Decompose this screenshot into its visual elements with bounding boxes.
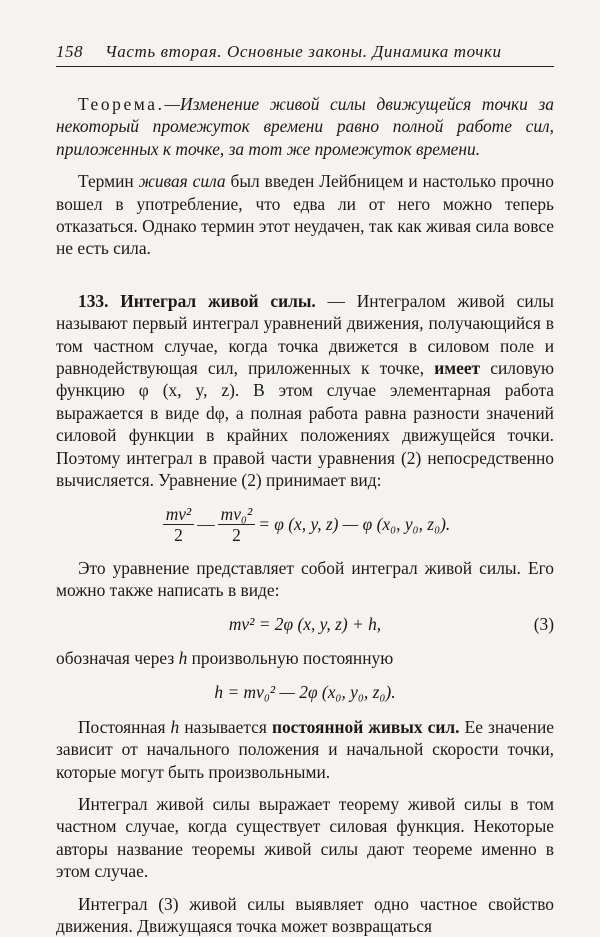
constant-paragraph — [56, 716, 554, 783]
theorem-text: —Изменение живой силы движущейся точки за некоторый промежуток времени равно полной работе сил, приложенных к точке, за тот же промежуток времени. — [56, 94, 554, 159]
theorem-paragraph — [56, 93, 554, 160]
running-title: Часть вторая. Основные законы. Динамика точки — [105, 42, 502, 61]
const-bold: постоянной живых сил. — [271, 716, 460, 737]
equation-number: (3) — [533, 613, 554, 634]
h-symbol: h — [178, 648, 188, 669]
formula-h — [56, 678, 554, 708]
term-italic: живая сила — [138, 171, 226, 192]
formula-3-expression: mv² = 2φ (x, y, z) + h, — [228, 613, 382, 634]
h-post: произвольную постоянную — [187, 648, 394, 669]
section-paragraph — [56, 290, 554, 492]
fraction-2-denominator: 2 — [232, 524, 241, 545]
fraction-1 — [163, 504, 195, 545]
formula-3 — [56, 609, 554, 639]
term-paragraph — [56, 170, 554, 260]
fraction-2-numerator: mv₀² — [218, 504, 256, 525]
running-header — [56, 42, 554, 67]
h-paragraph — [56, 647, 554, 669]
section-text-a: — Интегралом живой силы называют первый интеграл уравнений движения, получающийся в том частном случае, когда точка движется в силовом поле и равнодействующая сил, приложенных к точке, — [56, 290, 554, 379]
section-text-c: силовую функцию φ (x, y, z). В этом случае элементарная работа выражается в виде dφ, а полная работа равна разности значений силовой функции в крайних положениях движущейся точки. Поэтому интеграл в правой части уравнения (2) непосредственно вычисляется. Уравнение (2) принимает вид: — [56, 358, 554, 491]
fraction-2 — [218, 504, 256, 545]
const-pre: Постоянная — [78, 716, 171, 737]
section-text-b: имеет — [434, 358, 481, 379]
const-post: Ее значение зависит от начального положения и начальной скорости точки, которые могут быть произвольными. — [56, 716, 554, 782]
fraction-1-numerator: mv² — [163, 504, 195, 525]
last-paragraph: Интеграл (3) живой силы выявляет одно частное свойство движения. Движущаяся точка может возвращаться — [56, 893, 554, 936]
page-number: 158 — [56, 42, 83, 61]
const-mid: называется — [179, 716, 272, 737]
term-post: был введен Лейбницем и настолько прочно вошел в употребление, что едва ли от него можно теперь отказаться. Однако термин этот неудачен, так как живая сила вовсе не есть сила. — [56, 171, 555, 259]
theorem-label: Теорема. — [78, 94, 165, 114]
const-h: h — [170, 716, 180, 737]
formula-energy-difference — [56, 504, 554, 545]
h-pre: обозначая через — [56, 648, 179, 669]
formula-h-expression: h = mv₀² — 2φ (x₀, y₀, z₀). — [214, 682, 396, 703]
term-pre: Термин — [78, 171, 139, 192]
section-heading: 133. Интеграл живой силы. — [78, 290, 316, 311]
fraction-1-denominator: 2 — [174, 524, 183, 545]
equation-paragraph: Это уравнение представляет собой интеграл живой силы. Его можно также написать в виде: — [56, 557, 554, 600]
integral-paragraph: Интеграл живой силы выражает теорему живой силы в том частном случае, когда существует силовая функция. Некоторые авторы название теоремы живой силы дают теореме именно в этом случае. — [56, 793, 554, 882]
formula-rhs: = φ (x, y, z) — φ (x₀, y₀, z₀). — [258, 513, 451, 534]
formula-minus: — — [197, 513, 215, 534]
